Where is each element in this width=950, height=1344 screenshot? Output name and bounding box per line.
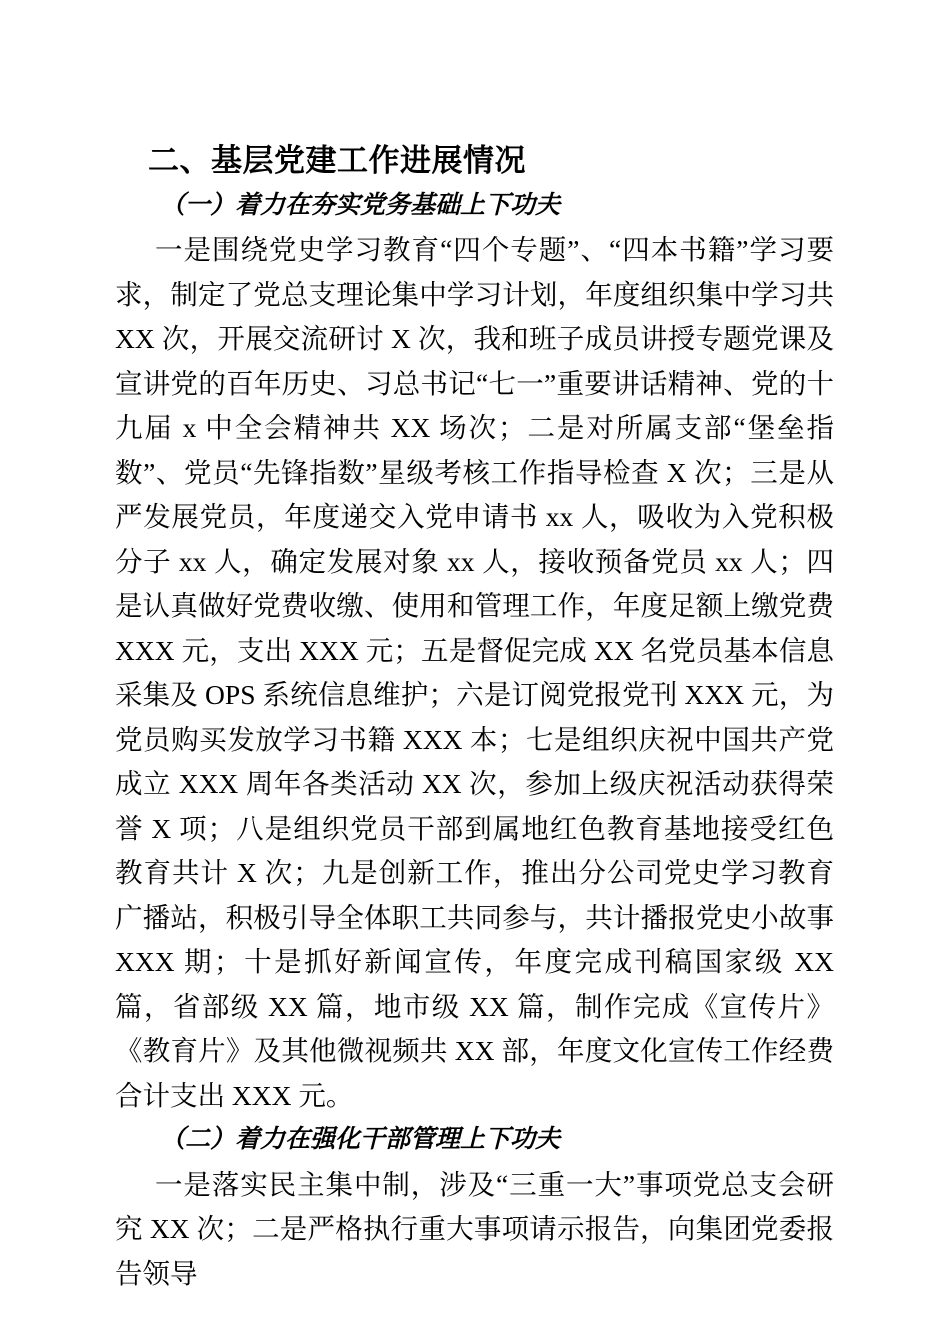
subsection-2-heading: （二）着力在强化干部管理上下功夫 (160, 1126, 561, 1153)
subsection-1-paragraph: 一是围绕党史学习教育“四个专题”、“四本书籍”学习要求，制定了党总支理论集中学习计划，年度组织集中学习共 XX 次，开展交流研讨 X 次，我和班子成员讲授专题党课及宣讲党的百年历史、习总书记“七一”重要讲话精神、党的十九届 x 中全会精神共 XX 场次；二是对所属支部“堡垒指数”、党员“先锋指数”星级考核工作指导检查 X 次；三是从严发展党员，年度递交入党申请书 xx 人，吸收为入党积极分子 xx 人，确定发展对象 xx 人，接收预备党员 xx 人；四是认真做好党费收缴、使用和管理工作，年度足额上缴党费 XXX 元，支出 XXX 元；五是督促完成 XX 名党员基本信息采集及 OPS 系统信息维护；六是订阅党报党刊 XXX 元，为党员购买发放学习书籍 XXX 本；七是组织庆祝中国共产党成立 XXX 周年各类活动 XX 次，参加上级庆祝活动获得荣誉 X 项；八是组织党员干部到属地红色教育基地接受红色教育共计 X 次；九是创新工作，推出分公司党史学习教育广播站，积极引导全体职工共同参与，共计播报党史小故事 XXX 期；十是抓好新闻宣传，年度完成刊稿国家级 XX 篇，省部级 XX 篇，地市级 XX 篇，制作完成《宣传片》《教育片》及其他微视频共 XX 部，年度文化宣传工作经费合计支出 XXX 元。 (115, 234, 834, 1111)
section-heading: 二、基层党建工作进展情况 (148, 143, 526, 178)
subsection-1-heading: （一）着力在夯实党务基础上下功夫 (160, 191, 561, 219)
subsection-2-paragraph: 一是落实民主集中制，涉及“三重一大”事项党总支会研究 XX 次；二是严格执行重大事项请示报告，向集团党委报告领导 (115, 1168, 834, 1289)
document-content (115, 139, 834, 1296)
